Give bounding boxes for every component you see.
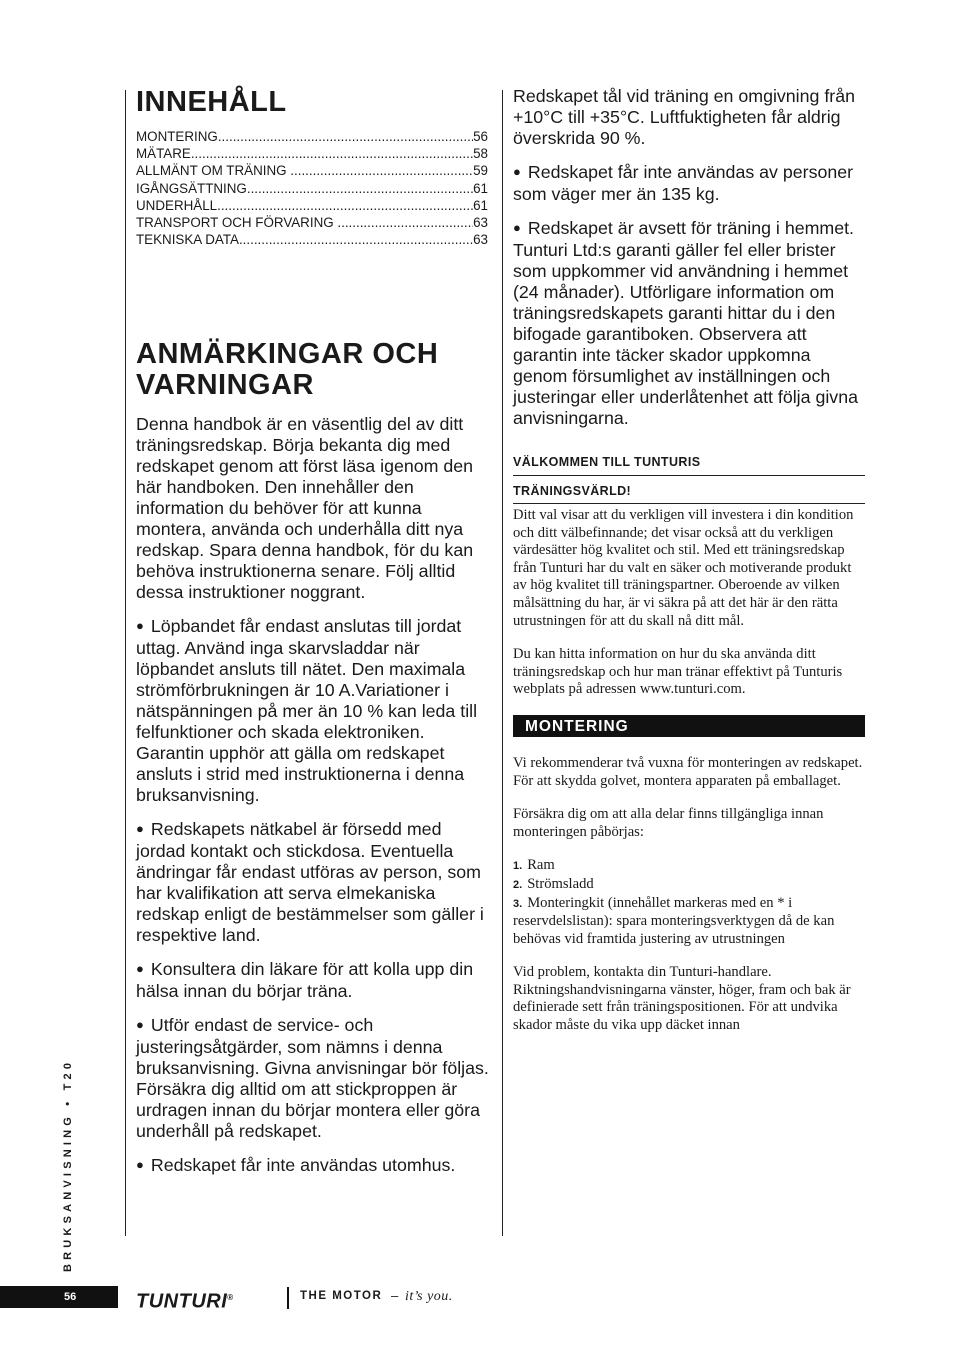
warning-bullet: ● Redskapets nätkabel är försedd med jordad kontakt och stickdosa. Eventuella ändringar får endast utföras av person, som har kvalifikation att serva elmekaniska redskap enligt de bestämmelser som gäller i respektive land. bbox=[136, 819, 492, 946]
warning-bullet: ● Löpbandet får endast anslutas till jordat uttag. Använd inga skarvsladdar när löpbandet ansluts till nätet. Den maximala strömförbrukningen är 10 A.Variationer i nätspänningen på mer än 10 % kan leda till felfunktioner och skada elektroniken. Garantin upphör att gälla om redskapet ansluts i strid med instruktionerna i denna bruksanvisning. bbox=[136, 616, 492, 806]
list-text: Strömsladd bbox=[527, 875, 594, 892]
table-of-contents bbox=[136, 128, 488, 248]
center-column-rule bbox=[502, 90, 503, 1236]
montering-paragraph: Vid problem, kontakta din Tunturi-handlare. Riktningshandvisningarna vänster, höger, fram och bak är definierade sett från träningspositionen. För att undvika skador måste du vika upp däcket innan bbox=[513, 964, 851, 1034]
footer-separator bbox=[287, 1287, 289, 1309]
list-item bbox=[513, 895, 865, 949]
page-number: 56 bbox=[0, 1286, 118, 1308]
toc-label: IGÅNGSÄTTNING bbox=[136, 180, 247, 196]
toc-label: ALLMÄNT OM TRÄNING bbox=[136, 163, 291, 179]
toc-row[interactable] bbox=[136, 197, 488, 214]
toc-row[interactable] bbox=[136, 145, 488, 162]
toc-title: INNEHÅLL bbox=[136, 86, 287, 118]
toc-label: UNDERHÅLL bbox=[136, 197, 218, 213]
welcome-paragraph: Ditt val visar att du verkligen vill investera i din kondition och ditt välbefinnande; det visar också att du verkligen värdesätter hög kvalitet och stil. Med ett träningsredskap från Tunturi har du valt en säker och motiverande produkt av hög kvalitet till träningspartner. Oberoende av vilken målsättning du har, är vi säkra på att det här är den rätta utrustningen för att du skall nå ditt mål. bbox=[513, 507, 854, 629]
warnings-title bbox=[136, 339, 488, 401]
warnings-title-line1: ANMÄRKINGAR OCH bbox=[136, 338, 439, 370]
toc-row[interactable] bbox=[136, 214, 488, 231]
toc-page: 58 bbox=[473, 146, 488, 162]
registered-mark: ® bbox=[227, 1293, 234, 1302]
brand-name: TUNTURI bbox=[136, 1290, 228, 1313]
toc-leader bbox=[247, 180, 473, 197]
toc-label: MÄTARE bbox=[136, 146, 191, 162]
toc-leader bbox=[217, 197, 473, 214]
toc-page: 61 bbox=[473, 197, 488, 213]
tunturi-logo bbox=[136, 1286, 234, 1314]
welcome-body bbox=[513, 507, 865, 699]
montering-paragraph: Vi rekommenderar två vuxna för monteringen av redskapet. För att skydda golvet, montera apparaten på emballaget. bbox=[513, 754, 863, 789]
toc-leader bbox=[337, 214, 473, 231]
list-number: 3. bbox=[513, 897, 523, 910]
toc-page: 63 bbox=[473, 215, 488, 231]
toc-page: 59 bbox=[473, 163, 488, 179]
toc-page: 56 bbox=[473, 129, 488, 144]
toc-row[interactable] bbox=[136, 128, 488, 145]
montering-body bbox=[513, 755, 865, 1035]
environment-paragraph: Redskapet tål vid träning en omgivning från +10°C till +35°C. Luftfuktigheten får aldrig överskrida 90 %. bbox=[513, 86, 855, 148]
list-item bbox=[513, 876, 865, 895]
toc-label: TEKNISKA DATA bbox=[136, 232, 239, 248]
toc-row[interactable] bbox=[136, 162, 488, 179]
list-number: 1. bbox=[513, 860, 523, 873]
left-column-rule bbox=[125, 90, 126, 1236]
footer-tagline: it’s you. bbox=[405, 1289, 453, 1304]
list-number: 2. bbox=[513, 878, 523, 891]
warning-bullet: ● Konsultera din läkare för att kolla upp din hälsa innan du börjar träna. bbox=[136, 959, 492, 1002]
list-text: Ram bbox=[527, 857, 555, 874]
toc-label: TRANSPORT OCH FÖRVARING bbox=[136, 215, 338, 231]
footer-dash: – bbox=[391, 1288, 399, 1303]
left-column bbox=[136, 86, 489, 1175]
list-text: Monteringkit (innehållet markeras med en * i reservdelslistan): spara monteringsverktygen då de kan behövas vid framtida justering av utrustningen bbox=[513, 894, 835, 947]
parts-list bbox=[513, 857, 865, 948]
welcome-heading-line1: VÄLKOMMEN TILL TUNTURIS bbox=[513, 455, 865, 476]
toc-row[interactable] bbox=[136, 180, 488, 197]
montering-heading: MONTERING bbox=[513, 715, 865, 737]
warnings-title-line2: VARNINGAR bbox=[136, 369, 314, 401]
warning-bullet: ● Redskapet får inte användas av personer som väger mer än 135 kg. bbox=[513, 162, 865, 205]
right-column bbox=[513, 86, 865, 1051]
warning-bullet: ● Redskapet är avsett för träning i hemmet. Tunturi Ltd:s garanti gäller fel eller brister som uppkommer vid användning i hemmet (24 månader). Utförligare information om träningsredskapets garanti hittar du i den bifogade garantiboken. Observera att garantin inte täcker skador uppkomna genom försumlighet av inställningen och justeringar eller underlåtenhet att följa givna anvisningarna. bbox=[513, 218, 865, 429]
footer-motor-text: THE MOTOR bbox=[300, 1290, 383, 1302]
toc-leader bbox=[218, 128, 473, 145]
toc-row[interactable] bbox=[136, 231, 488, 248]
toc-leader bbox=[191, 145, 473, 162]
toc-label: MONTERING bbox=[136, 129, 218, 144]
warnings-continued bbox=[513, 86, 865, 429]
list-item bbox=[513, 857, 865, 876]
welcome-heading-line2: TRÄNINGSVÄRLD! bbox=[513, 476, 865, 504]
warning-bullet: ● Utför endast de service- och justeringsåtgärder, som nämns i denna bruksanvisning. Givna anvisningar bör följas. Försäkra dig alltid om att stickproppen är urdragen innan du börjar montera eller göra underhåll på redskapet. bbox=[136, 1015, 492, 1142]
warnings-intro: Denna handbok är en väsentlig del av ditt träningsredskap. Börja bekanta dig med redskapet genom att först läsa igenom den här handboken. Den innehåller den information du behöver för att kunna montera, använda och underhålla ditt nya redskap. Spara denna handbok, för du kan behöva instruktionerna senare. Följ alltid dessa instruktioner noggrant. bbox=[136, 414, 474, 602]
side-label: BRUKSANVISNING • T20 bbox=[62, 1058, 74, 1272]
toc-leader bbox=[239, 231, 473, 248]
toc-page: 63 bbox=[473, 232, 488, 248]
warnings-body bbox=[136, 414, 492, 1190]
warning-bullet: ● Redskapet får inte användas utomhus. bbox=[136, 1155, 492, 1177]
toc-leader bbox=[290, 162, 473, 179]
montering-paragraph: Försäkra dig om att alla delar finns tillgängliga innan monteringen påbörjas: bbox=[513, 806, 824, 840]
welcome-paragraph: Du kan hitta information on hur du ska använda ditt träningsredskap och hur man tränar effektivt på Tunturis webplats på adressen www.tunturi.com. bbox=[513, 646, 843, 698]
toc-page: 61 bbox=[473, 180, 488, 196]
